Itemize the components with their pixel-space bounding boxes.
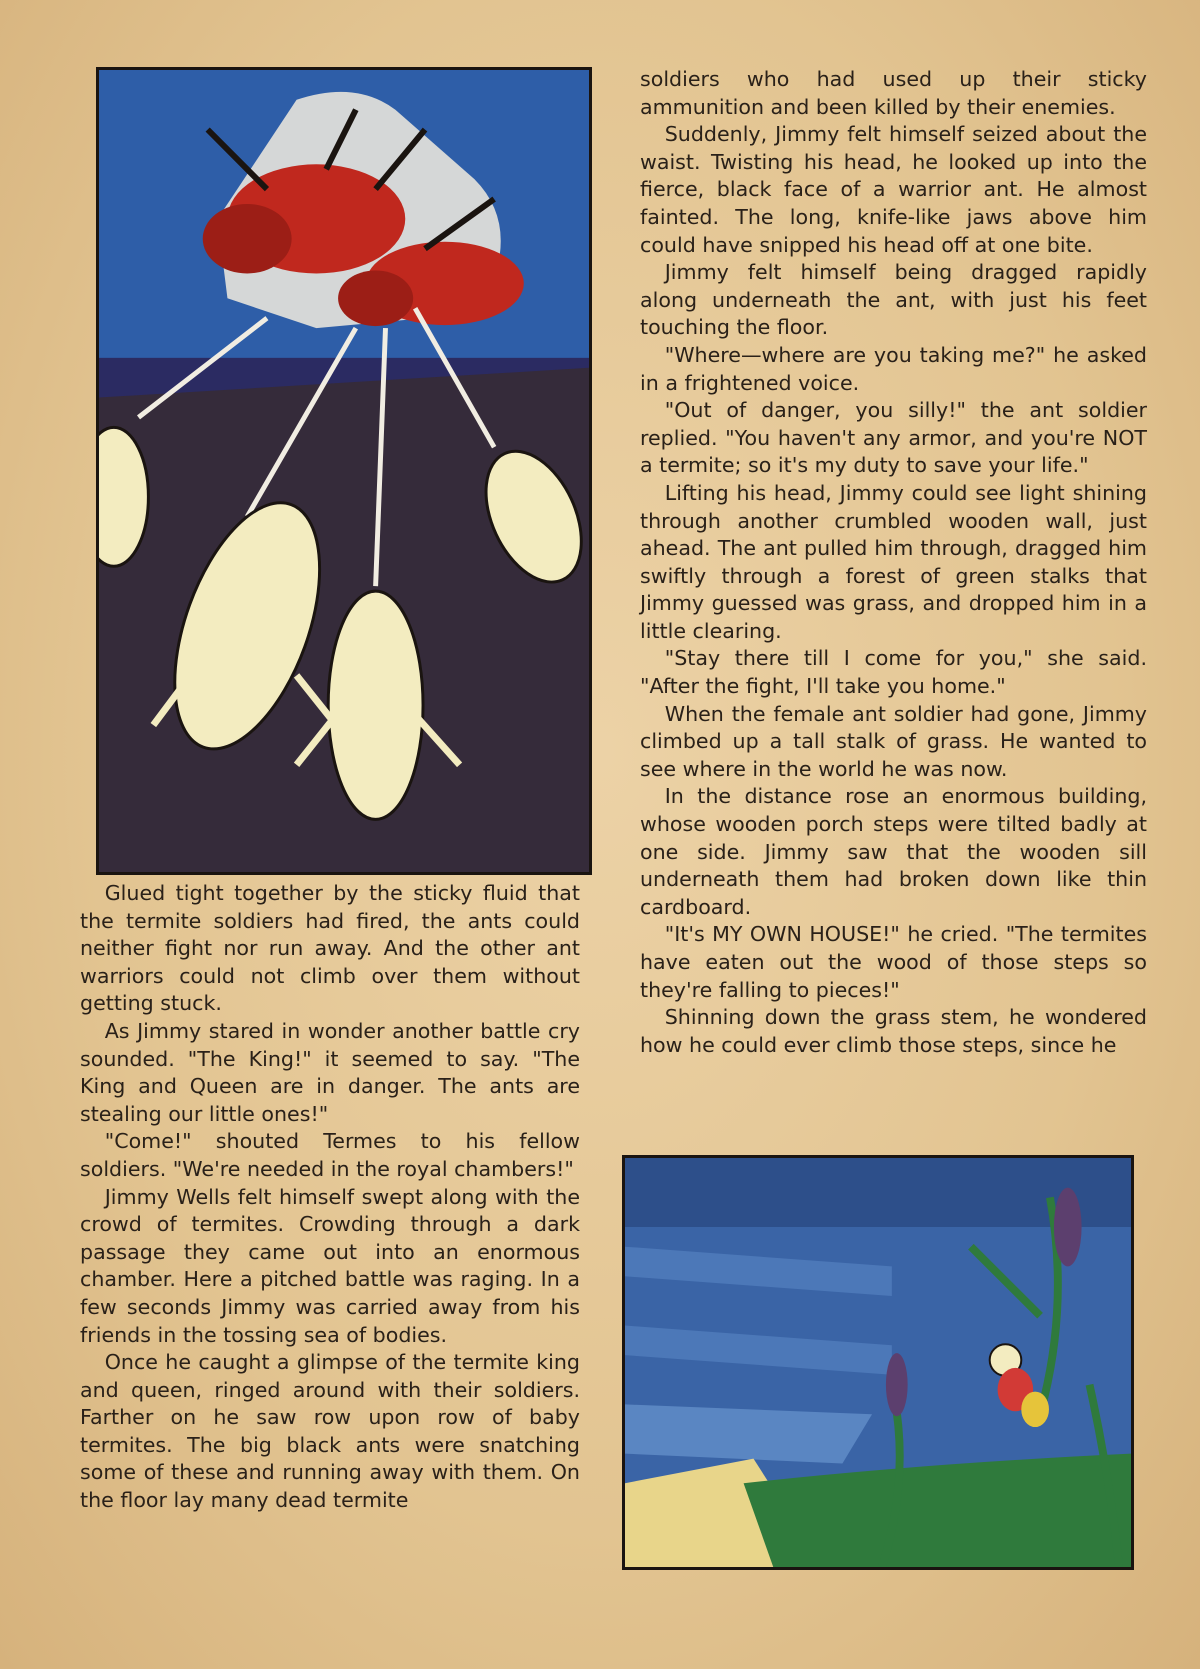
paragraph: "Come!" shouted Termes to his fellow soldiers. "We're needed in the royal chambers!" — [80, 1129, 580, 1181]
paragraph: "Stay there till I come for you," she said. "After the fight, I'll take you home." — [640, 646, 1147, 699]
paragraph: "Where—where are you taking me?" he asked in a frightened voice. — [640, 342, 1147, 395]
illustration-jimmy-grass-porch — [622, 1155, 1134, 1570]
ants-termites-drawing — [99, 70, 589, 872]
illustration-ants-vs-termites — [96, 67, 592, 875]
porch-grass-drawing — [625, 1158, 1131, 1567]
paragraph-continuation: soldiers who had used up their sticky ammunition and been killed by their enemies. — [640, 67, 1147, 119]
text-column-right — [640, 66, 1147, 1059]
paragraph: Shinning down the grass stem, he wondered how he could ever climb those steps, since he — [640, 1005, 1147, 1057]
paragraph: As Jimmy stared in wonder another battle cry sounded. "The King!" it seemed to say. "The King and Queen are in danger. The ants are stealing our little ones!" — [80, 1018, 580, 1126]
paragraph: Glued tight together by the sticky fluid that the termite soldiers had fired, the ants could neither fight nor run away. And the other ant warriors could not climb over them without getting stuck. — [80, 881, 580, 1016]
paragraph: "Out of danger, you silly!" the ant soldier replied. "You haven't any armor, and you're NOT a termite; so it's my duty to save your life." — [640, 398, 1147, 478]
paragraph: Jimmy Wells felt himself swept along with the crowd of termites. Crowding through a dark passage they came out into an enormous chamber. Here a pitched battle was raging. In a few seconds Jimmy was carried away from his friends in the tossing sea of bodies. — [80, 1184, 580, 1347]
text-column-left — [80, 880, 580, 1515]
paragraph: Jimmy felt himself being dragged rapidly along underneath the ant, with just his feet touching the floor. — [640, 260, 1147, 340]
paragraph: Suddenly, Jimmy felt himself seized about the waist. Twisting his head, he looked up into the fierce, black face of a warrior ant. He almost fainted. The long, knife-like jaws above him could have snipped his head off at one bite. — [640, 122, 1147, 257]
paragraph: When the female ant soldier had gone, Jimmy climbed up a tall stalk of grass. He wanted to see where in the world he was now. — [640, 701, 1147, 781]
paragraph: "It's MY OWN HOUSE!" he cried. "The termites have eaten out the wood of those steps so they're falling to pieces!" — [640, 922, 1147, 1002]
paragraph: Lifting his head, Jimmy could see light shining through another crumbled wooden wall, just ahead. The ant pulled him through, dragged him swiftly through a forest of green stalks that Jimmy guessed was grass, and dropped him in a little clearing. — [640, 480, 1147, 643]
paragraph: Once he caught a glimpse of the termite king and queen, ringed around with their soldiers. Farther on he saw row upon row of baby termites. The big black ants were snatching some of these and running away with them. On the floor lay many dead termite — [80, 1350, 580, 1513]
paragraph: In the distance rose an enormous building, whose wooden porch steps were tilted badly at one side. Jimmy saw that the wooden sill underneath them had broken down like thin cardboard. — [640, 784, 1147, 919]
